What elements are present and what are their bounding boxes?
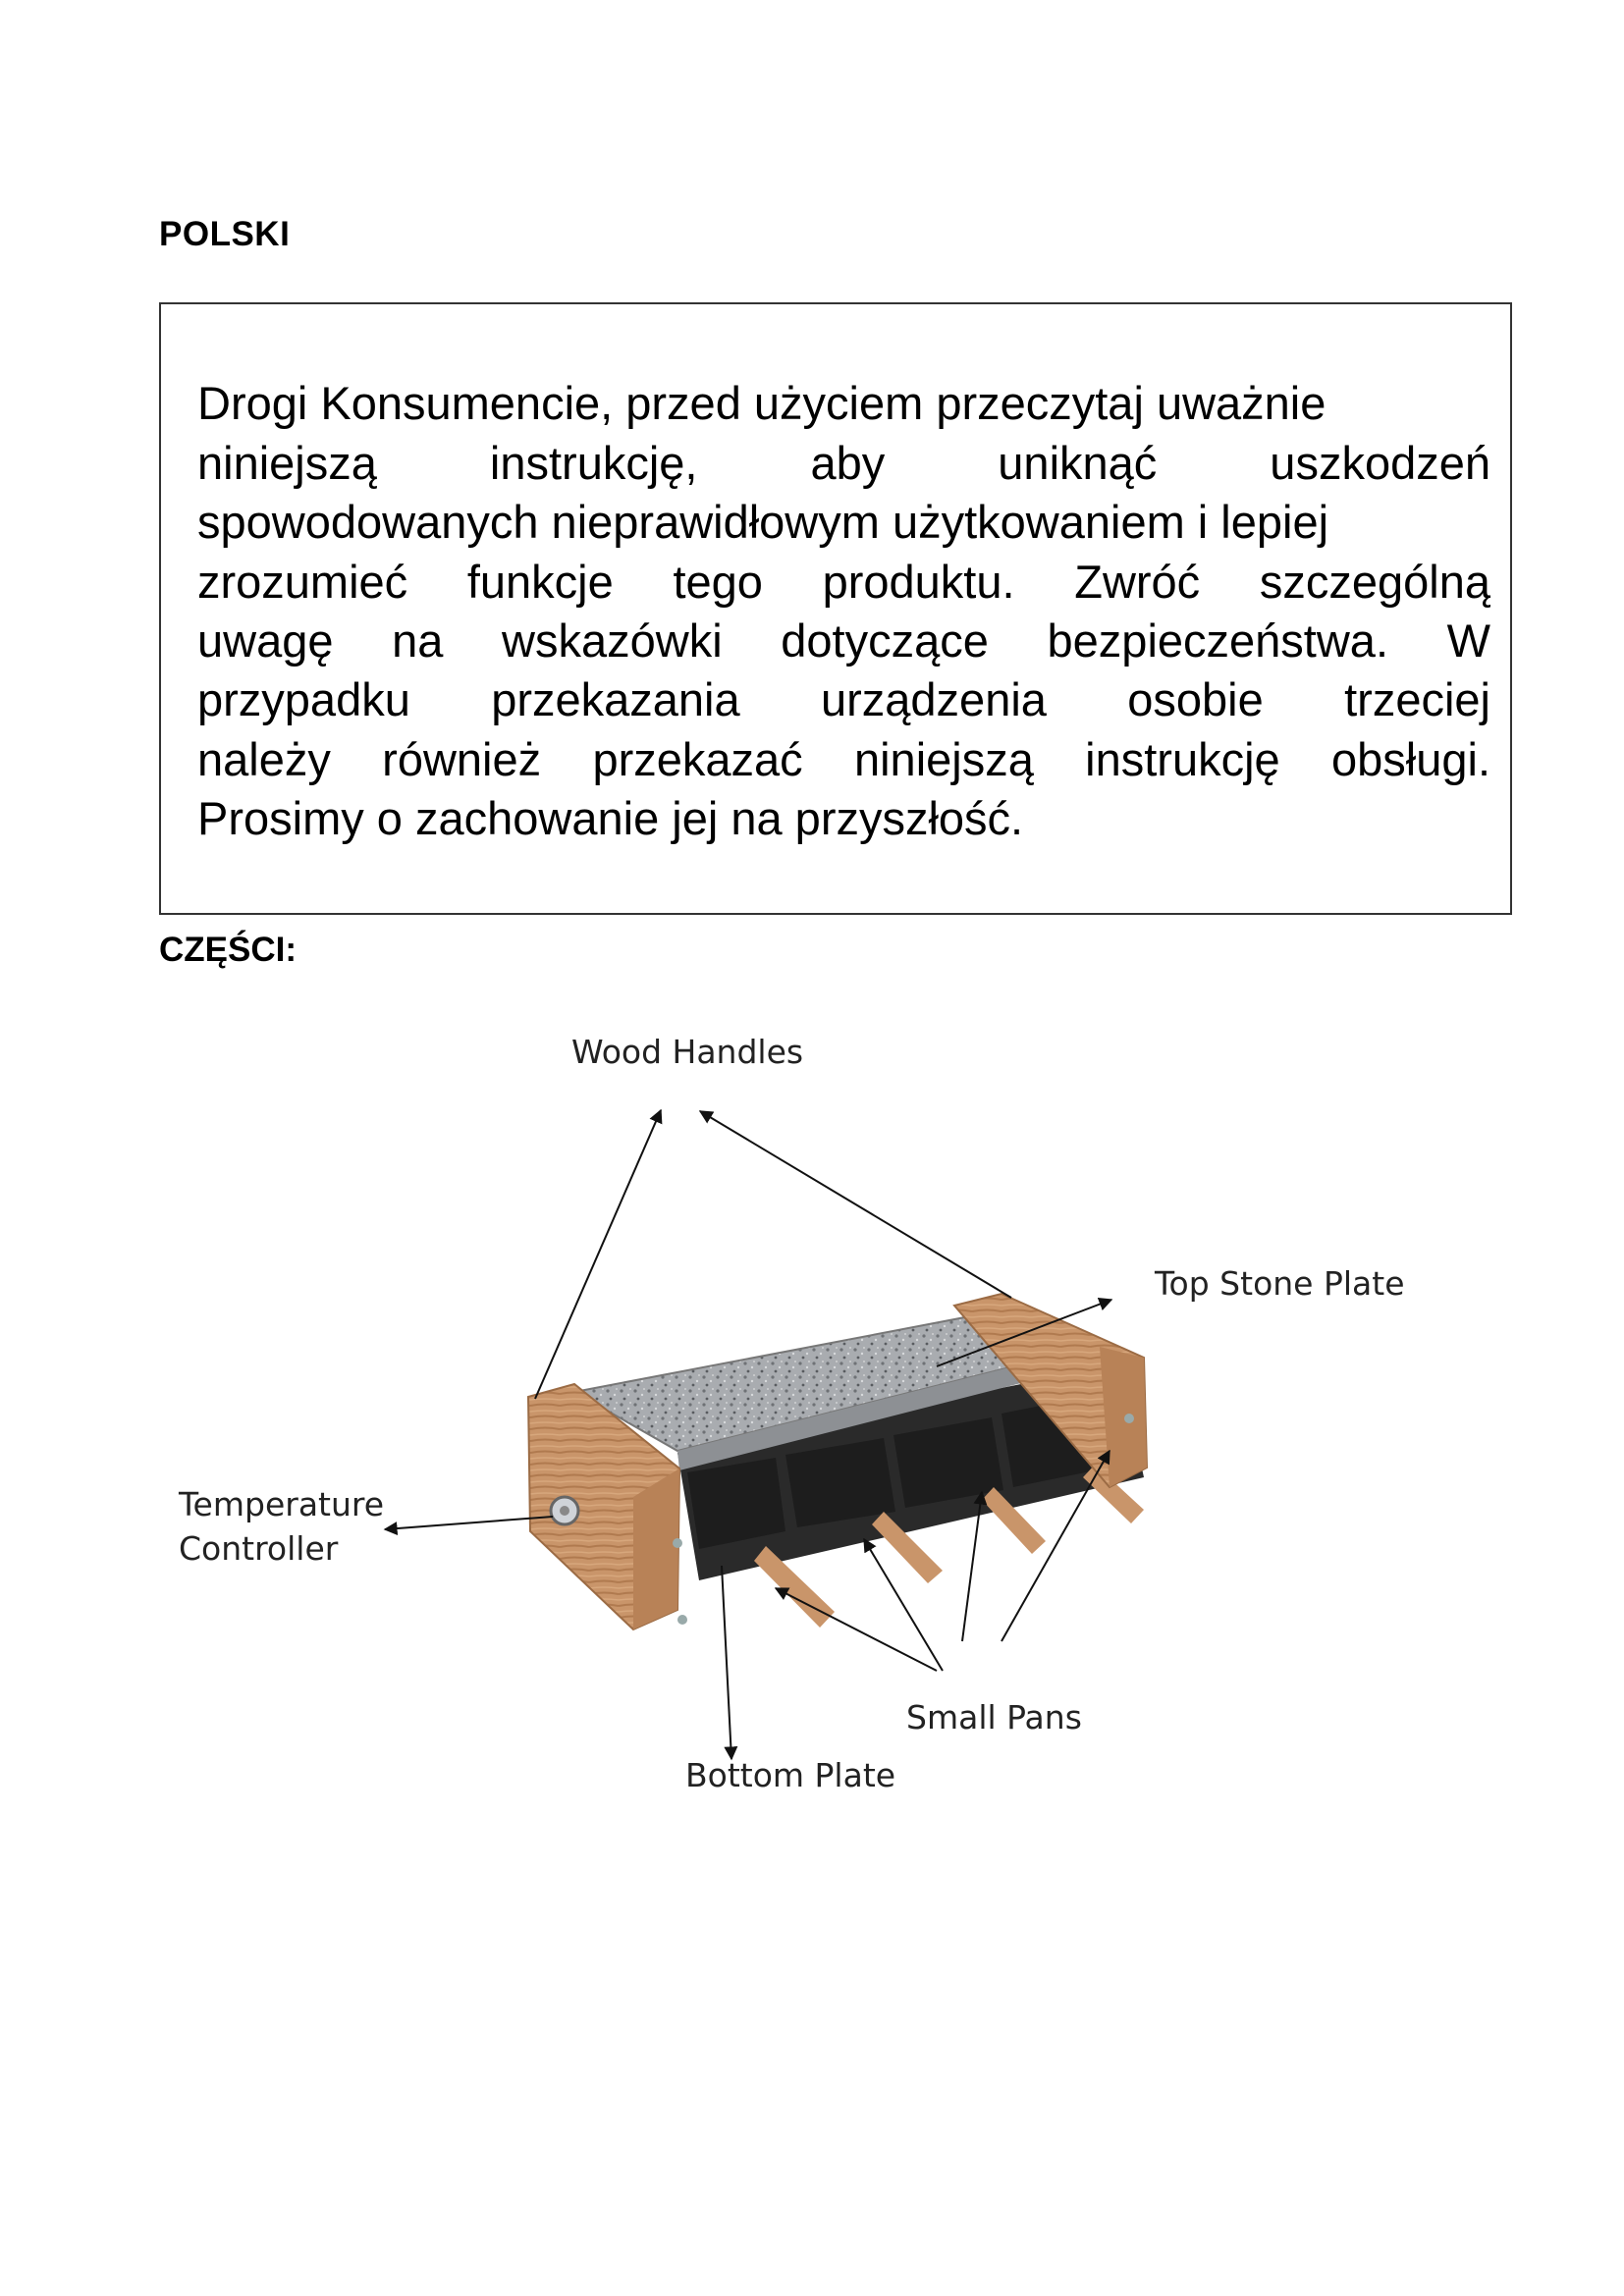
wood-handles-arrow-left: [535, 1110, 661, 1399]
notice-line-3: spowodowanych nieprawidłowym użytkowaniem i lepiej: [197, 496, 1329, 548]
notice-line-5: uwagę na wskazówki dotyczące bezpieczeństwa. W: [197, 614, 1490, 667]
top-stone-plate-label: Top Stone Plate: [1155, 1264, 1405, 1303]
notice-line-4: zrozumieć funkcje tego produktu. Zwróć szczególną: [197, 556, 1490, 608]
bottom-plate-label: Bottom Plate: [685, 1756, 896, 1794]
wood-handles-label: Wood Handles: [571, 1033, 804, 1071]
notice-line-8: Prosimy o zachowanie jej na przyszłość.: [197, 792, 1024, 844]
small-pans-arrow-1: [776, 1588, 937, 1671]
consumer-notice-box: [159, 302, 1512, 915]
notice-line-1: Drogi Konsumencie, przed użyciem przeczytaj uważnie: [197, 377, 1326, 429]
temperature-controller-arrow: [385, 1517, 553, 1529]
raclette-grill-illustration: [528, 1294, 1147, 1629]
small-pans-label: Small Pans: [906, 1698, 1082, 1736]
wood-handles-arrow-right: [700, 1111, 1011, 1298]
parts-heading: CZĘŚCI:: [159, 931, 297, 969]
temperature-label-line1: Temperature: [179, 1485, 385, 1523]
notice-line-7: należy również przekazać niniejszą instrukcję obsługi.: [197, 733, 1490, 785]
notice-line-2: niniejszą instrukcję, aby uniknąć uszkodzeń: [197, 437, 1490, 489]
bottom-plate-arrow: [722, 1566, 731, 1759]
temperature-label-line2: Controller: [179, 1529, 339, 1568]
language-heading: POLSKI: [159, 215, 291, 253]
notice-line-6: przypadku przekazania urządzenia osobie trzeciej: [197, 673, 1490, 725]
raclette-parts-diagram: [0, 982, 1624, 1845]
